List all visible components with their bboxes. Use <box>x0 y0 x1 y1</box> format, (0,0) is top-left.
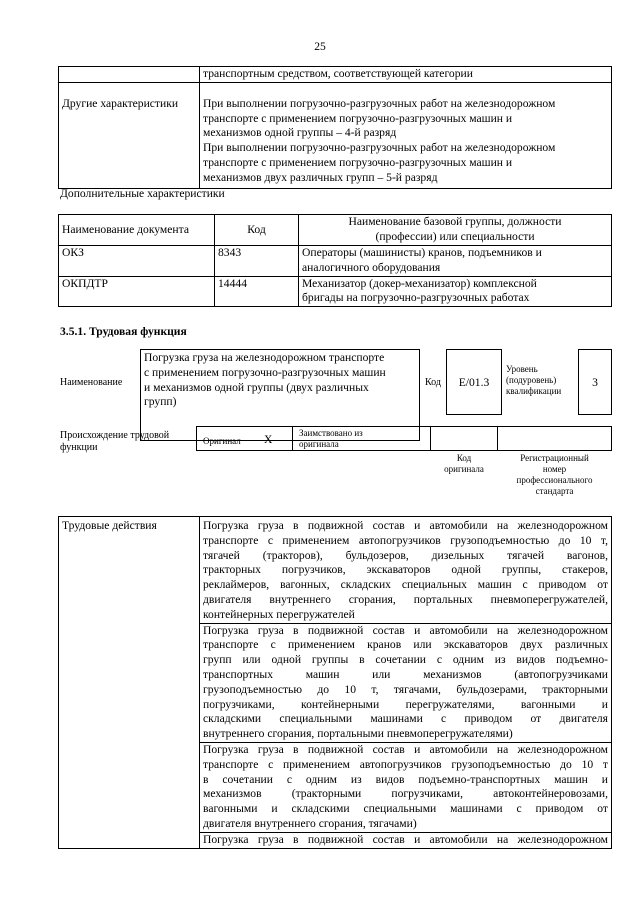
original-label: Оригинал <box>203 436 241 446</box>
list-item: Погрузка груза в подвижной состав и автомобили на железнодорожном <box>200 832 612 848</box>
list-item: Погрузка груза в подвижной состав и автомобили на железнодорожном транспорте с применением кранов или экскаваторов двух различных групп или одной группы в сочетании с одним из видов подъемно- транспортных машин или механизмов (автопогрузчиками грузоподъемностью до 10 т, тягачами, бульдозерами, тракторными погрузчиками, контейнерными перегружателями, вагонными и складскими специальными машинами с приводом от двигателя внутреннего сгорания, портальными пневмоперегружателями) <box>200 623 612 742</box>
header-document: Наименование документа <box>59 215 215 246</box>
code-original-label: Код оригинала <box>444 453 484 474</box>
continuation-text: транспортным средством, соответствующей категории <box>200 67 612 83</box>
top-characteristics-table <box>58 66 612 189</box>
registration-number-label: Регистрационный номер профессионального стандарта <box>516 453 593 496</box>
additional-characteristics-table <box>58 214 612 307</box>
header-code: Код <box>215 215 299 246</box>
table-row: ОКЗ 8343 Операторы (машинисты) кранов, подъемников и аналогичного оборудования <box>59 246 612 277</box>
code-label: Код <box>425 377 441 388</box>
labor-actions-label: Трудовые действия <box>59 517 200 849</box>
borrowed-label: Заимствовано из оригинала <box>299 428 363 449</box>
function-name-box: Погрузка груза на железнодорожном транспорте с применением погрузочно-разгрузочных машин и механизмов одной группы (двух различных групп) <box>140 349 420 441</box>
table-row: ОКПДТР 14444 Механизатор (докер-механизатор) комплексной бригады на погрузочно-разгрузочных работах <box>59 276 612 307</box>
other-characteristics-label: Другие характеристики <box>59 82 200 188</box>
list-item: Погрузка груза в подвижной состав и автомобили на железнодорожном транспорте с применением автопогрузчиков грузоподъемностью до 10 т в сочетании с одним из видов подъемно-транспортных машин и механизмов (тракторными погрузчиками, автоконтейнеровозами, вагонными и складскими специальными машинами с приводом от двигателя внутреннего сгорания, тягачами) <box>200 742 612 832</box>
level-value-box: 3 <box>578 349 612 415</box>
page-number: 25 <box>314 40 326 53</box>
name-label: Наименование <box>60 377 123 388</box>
other-characteristics-content: При выполнении погрузочно-разгрузочных работ на железнодорожном транспорте с применением погрузочно-разгрузочных машин и механизмов одной группы – 4-й разряд При выполнении погрузочно-разгрузочных работ на железнодорожном транспорте с применением погрузочно-разгрузочных машин и механизмов двух различных групп – 5-й разряд <box>200 82 612 188</box>
origin-label: Происхождение трудовой функции <box>60 430 170 453</box>
original-mark: X <box>264 433 273 446</box>
origin-row <box>196 426 612 451</box>
code-value-box: E/01.3 <box>446 349 502 415</box>
additional-characteristics-title: Дополнительные характеристики <box>60 187 225 200</box>
list-item: Погрузка груза в подвижной состав и автомобили на железнодорожном транспорте с применением автопогрузчиков грузоподъемностью до 10 т, тягачей (тракторов), бульдозеров, дизельных тягачей вагонов, тракторных погрузчиков, экскаваторов одной группы, стакеров, реклаймеров, вагонных, складских специальных машин с приводом от двигателя внутреннего сгорания, портальных пневмоперегружателей, контейнерных перегружателей <box>200 517 612 624</box>
qualification-level-label: Уровень (подуровень) квалификации <box>506 364 562 396</box>
section-title: 3.5.1. Трудовая функция <box>60 325 187 338</box>
labor-actions-table <box>58 516 612 849</box>
header-group-name: Наименование базовой группы, должности (профессии) или специальности <box>299 215 612 246</box>
